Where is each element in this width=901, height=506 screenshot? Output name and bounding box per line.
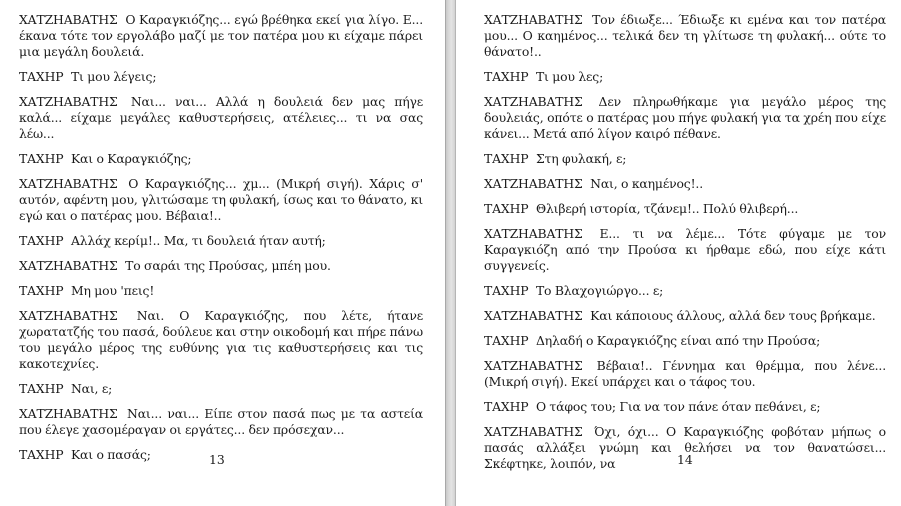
dialogue-text: Τι μου λέγεις; [70,69,157,84]
dialogue-text: Ναι... ναι... Είπε στον πασά πως με τα αστεία που έλεγε χασομέραγαν οι εργάτες... δεν πρόσεχαν... [19,406,423,437]
dialogue-paragraph [19,12,423,60]
dialogue-paragraph [19,94,423,142]
dialogue-text: Ναι, ε; [70,381,113,396]
speaker-name: ΧΑΤΖΗΑΒΑΤΗΣ [484,94,583,109]
speaker-name: ΤΑΧΗΡ [484,399,529,414]
dialogue-paragraph [484,226,886,274]
dialogue-paragraph [19,258,423,274]
speaker-name: ΧΑΤΖΗΑΒΑΤΗΣ [484,226,583,241]
page-13 [0,0,445,506]
dialogue-paragraph [484,176,886,192]
dialogue-paragraph [484,201,886,217]
speaker-name: ΧΑΤΖΗΑΒΑΤΗΣ [484,358,583,373]
speaker-name: ΧΑΤΖΗΑΒΑΤΗΣ [19,176,118,191]
dialogue-text: Και κάποιους άλλους, αλλά δεν τους βρήκαμε. [590,308,876,323]
dialogue-paragraph [484,358,886,390]
dialogue-text: Ο Καραγκιόζης... εγώ βρέθηκα εκεί για λίγο. Ε... έκανα τότε τον εργολάβο μαζί με τον πατέρα μου κι είχαμε πάρει μια μεγάλη δουλειά. [19,12,423,59]
speaker-name: ΧΑΤΖΗΑΒΑΤΗΣ [19,406,118,421]
speaker-name: ΤΑΧΗΡ [19,233,64,248]
dialogue-text: Ο τάφος του; Για να τον πάνε όταν πεθάνει, ε; [535,399,821,414]
speaker-name: ΤΑΧΗΡ [484,69,529,84]
dialogue-paragraph [484,69,886,85]
dialogue-paragraph [19,151,423,167]
dialogue-paragraph [484,308,886,324]
dialogue-text: Στη φυλακή, ε; [535,151,627,166]
page-number: 14 [677,452,693,467]
dialogue-text: Ε... τι να λέμε... Τότε φύγαμε με τον Καραγκιόζη από την Προύσα κι ήρθαμε εδώ, που είχε κάτι συγγενείς. [484,226,886,273]
speaker-name: ΤΑΧΗΡ [484,151,529,166]
dialogue-paragraph [484,94,886,142]
dialogue-paragraph [484,283,886,299]
dialogue-paragraph [19,283,423,299]
speaker-name: ΧΑΤΖΗΑΒΑΤΗΣ [19,12,118,27]
dialogue-text: Βέβαια!.. Γέννημα και θρέμμα, που λένε... (Μικρή σιγή). Εκεί υπάρχει και ο τάφος του. [484,358,886,389]
dialogue-text: Το σαράι της Προύσας, μπέη μου. [125,258,331,273]
speaker-name: ΤΑΧΗΡ [19,447,64,462]
speaker-name: ΤΑΧΗΡ [484,283,529,298]
dialogue-paragraph [484,333,886,349]
dialogue-paragraph [19,381,423,397]
speaker-name: ΧΑΤΖΗΑΒΑΤΗΣ [19,258,118,273]
dialogue-text: Το Βλαχογιώργο... ε; [535,283,664,298]
dialogue-paragraph [19,233,423,249]
dialogue-text: Ο Καραγκιόζης... χμ... (Μικρή σιγή). Χάρις σ' αυτόν, αφέντη μου, γλιτώσαμε τη φυλακή, ίσως και το θάνατο, κι εγώ και ο πατέρας μου. Βέβαια!.. [19,176,423,223]
dialogue-text: Τι μου λες; [535,69,604,84]
speaker-name: ΤΑΧΗΡ [19,69,64,84]
speaker-name: ΤΑΧΗΡ [19,381,64,396]
dialogue-text: Ναι. Ο Καραγκιόζης, που λέτε, ήτανε χωρατατζής του πασά, δούλευε και στην οικοδομή και πήρε πάνω του μεγάλο μέρος της ευθύνης για τις καθυστερήσεις και τις κακοτεχνίες. [19,308,423,371]
page-text [19,12,423,472]
dialogue-paragraph [484,151,886,167]
page-14 [456,0,901,506]
dialogue-text: Και ο πασάς; [70,447,151,462]
dialogue-paragraph [19,406,423,438]
dialogue-paragraph [19,69,423,85]
page-gutter [445,0,456,506]
dialogue-paragraph [484,399,886,415]
speaker-name: ΤΑΧΗΡ [19,151,64,166]
dialogue-text: Δεν πληρωθήκαμε για μεγάλο μέρος της δουλειάς, οπότε ο πατέρας μου πήγε φυλακή για τα χρέη που είχε κάνει... Μετά από λίγον καιρό πέθανε. [484,94,887,141]
speaker-name: ΧΑΤΖΗΑΒΑΤΗΣ [484,308,583,323]
speaker-name: ΤΑΧΗΡ [484,333,529,348]
dialogue-text: Δηλαδή ο Καραγκιόζης είναι από την Προύσα; [535,333,821,348]
speaker-name: ΤΑΧΗΡ [19,283,64,298]
dialogue-text: Και ο Καραγκιόζης; [70,151,192,166]
speaker-name: ΧΑΤΖΗΑΒΑΤΗΣ [19,308,118,323]
dialogue-text: Ναι... ναι... Αλλά η δουλειά δεν μας πήγε καλά... είχαμε μεγάλες καθυστερήσεις, ατέλειες... τι να σας λέω... [19,94,423,141]
dialogue-paragraph [19,176,423,224]
page-number: 13 [209,452,225,467]
speaker-name: ΧΑΤΖΗΑΒΑΤΗΣ [19,94,118,109]
dialogue-text: Τον έδιωξε... Έδιωξε κι εμένα και τον πατέρα μου... Ο καημένος... τελικά δεν τη γλίτωσε τη φυλακή... ούτε το θάνατο!.. [484,12,886,59]
dialogue-paragraph [484,12,886,60]
page-text [484,12,886,481]
speaker-name: ΤΑΧΗΡ [484,201,529,216]
dialogue-text: Ναι, ο καημένος!.. [590,176,703,191]
speaker-name: ΧΑΤΖΗΑΒΑΤΗΣ [484,424,583,439]
dialogue-paragraph [19,308,423,372]
dialogue-text: Θλιβερή ιστορία, τζάνεμ!.. Πολύ θλιβερή... [535,201,799,216]
speaker-name: ΧΑΤΖΗΑΒΑΤΗΣ [484,176,583,191]
speaker-name: ΧΑΤΖΗΑΒΑΤΗΣ [484,12,583,27]
dialogue-text: Όχι, όχι... Ο Καραγκιόζης φοβόταν μήπως ο πασάς αλλάξει γνώμη και θελήσει να τον θανατώσει... Σκέφτηκε, λοιπόν, να [484,424,886,471]
dialogue-text: Μη μου 'πεις! [70,283,155,298]
dialogue-text: Αλλάχ κερίμ!.. Μα, τι δουλειά ήταν αυτή; [70,233,326,248]
